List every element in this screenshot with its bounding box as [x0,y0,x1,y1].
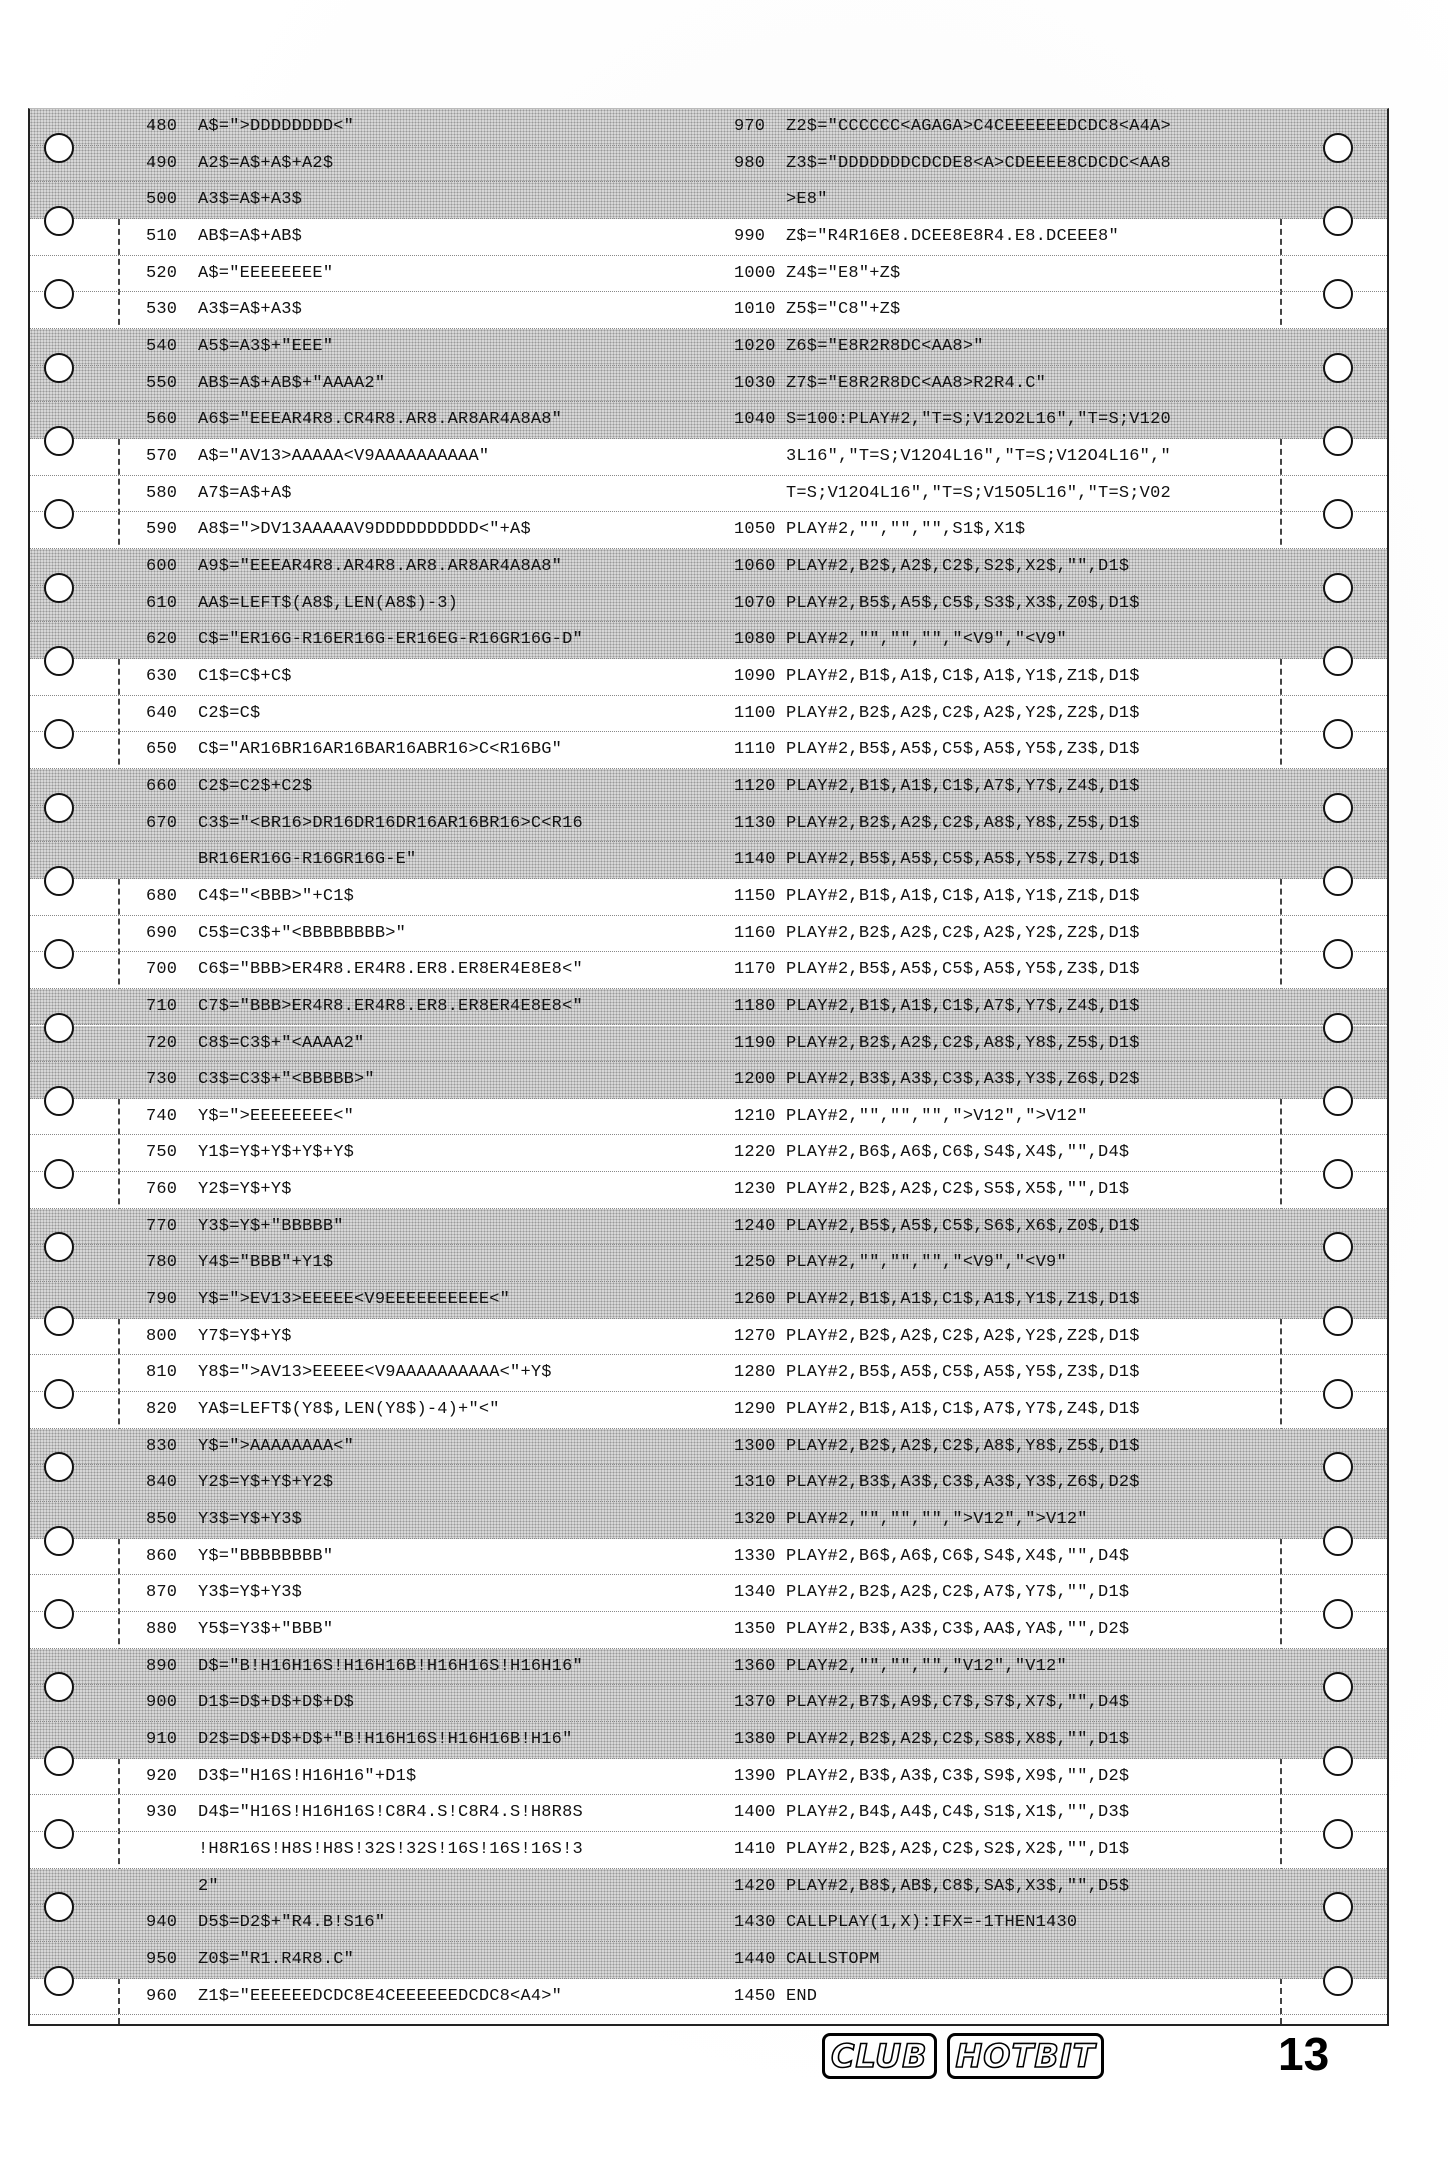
code-line: 1170 PLAY#2,B5$,A5$,C5$,A5$,Y5$,Z3$,D1$ [734,960,1140,980]
right-feed-hole [1323,1013,1353,1043]
left-feed-hole [44,793,74,823]
code-line: 2" [146,1876,219,1896]
left-feed-hole [44,206,74,236]
left-feed-hole [44,1819,74,1849]
code-line: 1270 PLAY#2,B2$,A2$,C2$,A2$,Y2$,Z2$,D1$ [734,1326,1140,1346]
right-feed-hole [1323,1306,1353,1336]
code-line: 680 C4$="<BBB>"+C1$ [146,886,355,906]
left-feed-hole [44,1599,74,1629]
code-line: 850 Y3$=Y$+Y3$ [146,1510,303,1530]
page-number: 13 [1278,2028,1330,2080]
right-feed-hole [1323,1526,1353,1556]
code-line: 710 C7$="BBB>ER4R8.ER4R8.ER8.ER8ER4E8E8<" [146,996,583,1016]
code-line: >E8" [734,190,828,210]
code-line: 1120 PLAY#2,B1$,A1$,C1$,A7$,Y7$,Z4$,D1$ [734,776,1140,796]
code-line: 1310 PLAY#2,B3$,A3$,C3$,A3$,Y3$,Z6$,D2$ [734,1473,1140,1493]
code-line: 1110 PLAY#2,B5$,A5$,C5$,A5$,Y5$,Z3$,D1$ [734,740,1140,760]
code-line: 1410 PLAY#2,B2$,A2$,C2$,S2$,X2$,"",D1$ [734,1840,1130,1860]
left-feed-hole [44,573,74,603]
code-line: 1180 PLAY#2,B1$,A1$,C1$,A7$,Y7$,Z4$,D1$ [734,996,1140,1016]
right-feed-hole [1323,1746,1353,1776]
code-line: 840 Y2$=Y$+Y$+Y2$ [146,1473,334,1493]
left-feed-hole [44,426,74,456]
code-line: 920 D3$="H16S!H16H16"+D1$ [146,1766,417,1786]
code-line: 1260 PLAY#2,B1$,A1$,C1$,A1$,Y1$,Z1$,D1$ [734,1290,1140,1310]
left-feed-hole [44,353,74,383]
code-line: 510 AB$=A$+AB$ [146,226,303,246]
code-line: 490 A2$=A$+A$+A2$ [146,153,334,173]
code-line: 1060 PLAY#2,B2$,A2$,C2$,S2$,X2$,"",D1$ [734,556,1130,576]
logo-hotbit-text: HOTBIT [947,2033,1105,2079]
left-feed-hole [44,939,74,969]
code-line: 480 A$=">DDDDDDDD<" [146,117,355,136]
code-line: 1420 PLAY#2,B8$,AB$,C8$,SA$,X3$,"",D5$ [734,1876,1130,1896]
code-line: 800 Y7$=Y$+Y$ [146,1326,292,1346]
right-feed-hole [1323,353,1353,383]
code-line: 570 A$="AV13>AAAAA<V9AAAAAAAAAA" [146,446,490,466]
left-feed-hole [44,133,74,163]
code-line: 730 C3$=C3$+"<BBBBB>" [146,1070,375,1090]
code-line: 900 D1$=D$+D$+D$+D$ [146,1693,355,1713]
code-line: 1350 PLAY#2,B3$,A3$,C3$,AA$,YA$,"",D2$ [734,1620,1130,1640]
code-line: 810 Y8$=">AV13>EEEEE<V9AAAAAAAAAA<"+Y$ [146,1363,552,1383]
left-feed-hole [44,866,74,896]
code-line: 1020 Z6$="E8R2R8DC<AA8>" [734,336,984,356]
code-line: 700 C6$="BBB>ER4R8.ER4R8.ER8.ER8ER4E8E8<" [146,960,583,980]
code-line: 550 AB$=A$+AB$+"AAAA2" [146,373,386,393]
code-line: 1370 PLAY#2,B7$,A9$,C7$,S7$,X7$,"",D4$ [734,1693,1130,1713]
code-line: 600 A9$="EEEAR4R8.AR4R8.AR8.AR8AR4A8A8" [146,556,563,576]
club-hotbit-logo [822,2030,1104,2082]
code-line: 3L16","T=S;V12O4L16","T=S;V12O4L16"," [734,446,1171,466]
right-feed-hole [1323,939,1353,969]
code-line: 1190 PLAY#2,B2$,A2$,C2$,A8$,Y8$,Z5$,D1$ [734,1033,1140,1053]
code-line: 1330 PLAY#2,B6$,A6$,C6$,S4$,X4$,"",D4$ [734,1546,1130,1566]
code-line: 1340 PLAY#2,B2$,A2$,C2$,A7$,Y7$,"",D1$ [734,1583,1130,1603]
code-line: 870 Y3$=Y$+Y3$ [146,1583,303,1603]
code-line: 1280 PLAY#2,B5$,A5$,C5$,A5$,Y5$,Z3$,D1$ [734,1363,1140,1383]
code-line: BR16ER16G-R16GR16G-E" [146,850,417,870]
code-line: 1440 CALLSTOPM [734,1950,880,1969]
code-line: 1240 PLAY#2,B5$,A5$,C5$,S6$,X6$,Z0$,D1$ [734,1216,1140,1236]
code-line: 660 C2$=C2$+C2$ [146,776,313,796]
code-line: 1200 PLAY#2,B3$,A3$,C3$,A3$,Y3$,Z6$,D2$ [734,1070,1140,1090]
left-feed-hole [44,1086,74,1116]
code-line: 610 AA$=LEFT$(A8$,LEN(A8$)-3) [146,593,459,613]
code-line: 1160 PLAY#2,B2$,A2$,C2$,A2$,Y2$,Z2$,D1$ [734,923,1140,943]
code-line: 1430 CALLPLAY(1,X):IFX=-1THEN1430 [734,1913,1078,1933]
code-line: 750 Y1$=Y$+Y$+Y$+Y$ [146,1143,355,1163]
code-line: 930 D4$="H16S!H16H16S!C8R4.S!C8R4.S!H8R8S [146,1803,583,1823]
code-line: 1080 PLAY#2,"","","","<V9","<V9" [734,630,1067,650]
code-line: 760 Y2$=Y$+Y$ [146,1180,292,1200]
code-line: 540 A5$=A3$+"EEE" [146,336,334,356]
code-line: 1100 PLAY#2,B2$,A2$,C2$,A2$,Y2$,Z2$,D1$ [734,703,1140,723]
code-line: 1290 PLAY#2,B1$,A1$,C1$,A7$,Y7$,Z4$,D1$ [734,1400,1140,1420]
code-line: !H8R16S!H8S!H8S!32S!32S!16S!16S!16S!3 [146,1840,583,1860]
right-feed-hole [1323,1379,1353,1409]
code-line: 1380 PLAY#2,B2$,A2$,C2$,S8$,X8$,"",D1$ [734,1730,1130,1750]
code-line: 790 Y$=">EV13>EEEEE<V9EEEEEEEEEE<" [146,1290,511,1310]
right-feed-hole [1323,1086,1353,1116]
code-line: 940 D5$=D2$+"R4.B!S16" [146,1913,386,1933]
code-line: 590 A8$=">DV13AAAAAV9DDDDDDDDDD<"+A$ [146,520,531,540]
code-line: 620 C$="ER16G-R16ER16G-ER16EG-R16GR16G-D" [146,630,583,650]
code-line: 960 Z1$="EEEEEEDCDC8E4CEEEEEEDCDC8<A4>" [146,1986,563,2006]
right-feed-hole [1323,1819,1353,1849]
code-line: 1230 PLAY#2,B2$,A2$,C2$,S5$,X5$,"",D1$ [734,1180,1130,1200]
code-line: 1030 Z7$="E8R2R8DC<AA8>R2R4.C" [734,373,1047,393]
right-feed-hole [1323,426,1353,456]
right-feed-hole [1323,1159,1353,1189]
code-line: 500 A3$=A$+A3$ [146,190,303,210]
code-line: 820 YA$=LEFT$(Y8$,LEN(Y8$)-4)+"<" [146,1400,500,1420]
code-line: 1250 PLAY#2,"","","","<V9","<V9" [734,1253,1067,1273]
right-feed-hole [1323,133,1353,163]
code-line: 1390 PLAY#2,B3$,A3$,C3$,S9$,X9$,"",D2$ [734,1766,1130,1786]
left-feed-hole [44,1379,74,1409]
code-line: 780 Y4$="BBB"+Y1$ [146,1253,334,1273]
code-line: 950 Z0$="R1.R4R8.C" [146,1950,355,1969]
code-line: 520 A$="EEEEEEEE" [146,263,334,283]
code-line: 1210 PLAY#2,"","","",">V12",">V12" [734,1106,1088,1126]
left-feed-hole [44,1966,74,1996]
code-line: 1050 PLAY#2,"","","",S1$,X1$ [734,520,1026,540]
right-feed-hole [1323,1966,1353,1996]
code-line: 1400 PLAY#2,B4$,A4$,C4$,S1$,X1$,"",D3$ [734,1803,1130,1823]
code-line: 1450 END [734,1986,818,2006]
code-line: 860 Y$="BBBBBBBB" [146,1546,334,1566]
code-line: 1320 PLAY#2,"","","",">V12",">V12" [734,1510,1088,1530]
right-feed-hole [1323,573,1353,603]
code-line: 1040 S=100:PLAY#2,"T=S;V12O2L16","T=S;V120 [734,410,1171,430]
code-line: 560 A6$="EEEAR4R8.CR4R8.AR8.AR8AR4A8A8" [146,410,563,430]
code-line: 1300 PLAY#2,B2$,A2$,C2$,A8$,Y8$,Z5$,D1$ [734,1436,1140,1456]
code-line: 1140 PLAY#2,B5$,A5$,C5$,A5$,Y5$,Z7$,D1$ [734,850,1140,870]
left-feed-hole [44,1746,74,1776]
code-line: 880 Y5$=Y3$+"BBB" [146,1620,334,1640]
logo-club-text: CLUB [822,2033,937,2079]
right-feed-hole [1323,206,1353,236]
code-line: 1090 PLAY#2,B1$,A1$,C1$,A1$,Y1$,Z1$,D1$ [734,666,1140,686]
left-feed-hole [44,1159,74,1189]
code-line: 1010 Z5$="C8"+Z$ [734,300,901,320]
left-feed-hole [44,1306,74,1336]
code-line: 580 A7$=A$+A$ [146,483,292,503]
code-line: 640 C2$=C$ [146,703,261,723]
code-line: 1360 PLAY#2,"","","","V12","V12" [734,1656,1067,1676]
code-line: 720 C8$=C3$+"<AAAA2" [146,1033,365,1053]
right-feed-hole [1323,1599,1353,1629]
right-feed-hole [1323,646,1353,676]
code-line: 990 Z$="R4R16E8.DCEE8E8R4.E8.DCEEE8" [734,226,1119,246]
printout-sheet [28,108,1389,2026]
right-feed-hole [1323,866,1353,896]
left-feed-hole [44,646,74,676]
code-line: 830 Y$=">AAAAAAAA<" [146,1436,355,1456]
code-line: 1130 PLAY#2,B2$,A2$,C2$,A8$,Y8$,Z5$,D1$ [734,813,1140,833]
code-line: 690 C5$=C3$+"<BBBBBBBB>" [146,923,407,943]
code-line: 670 C3$="<BR16>DR16DR16DR16AR16BR16>C<R16 [146,813,583,833]
code-line: 1220 PLAY#2,B6$,A6$,C6$,S4$,X4$,"",D4$ [734,1143,1130,1163]
code-line: 970 Z2$="CCCCCC<AGAGA>C4CEEEEEEDCDC8<A4A> [734,117,1171,136]
code-line: 770 Y3$=Y$+"BBBBB" [146,1216,344,1236]
code-line: 1070 PLAY#2,B5$,A5$,C5$,S3$,X3$,Z0$,D1$ [734,593,1140,613]
code-line: 1000 Z4$="E8"+Z$ [734,263,901,283]
code-line: 630 C1$=C$+C$ [146,666,292,686]
code-line: 530 A3$=A$+A3$ [146,300,303,320]
code-line: 650 C$="AR16BR16AR16BAR16ABR16>C<R16BG" [146,740,563,760]
left-feed-hole [44,1013,74,1043]
paper-band-row [30,1869,1387,1906]
code-line: 910 D2$=D$+D$+D$+"B!H16H16S!H16H16B!H16" [146,1730,573,1750]
code-line: 890 D$="B!H16H16S!H16H16B!H16H16S!H16H16" [146,1656,583,1676]
left-feed-hole [44,1526,74,1556]
code-line: 740 Y$=">EEEEEEEE<" [146,1106,355,1126]
code-line: 980 Z3$="DDDDDDDCDCDE8<A>CDEEEE8CDCDC<AA8 [734,153,1171,173]
right-feed-hole [1323,793,1353,823]
code-line: 1150 PLAY#2,B1$,A1$,C1$,A1$,Y1$,Z1$,D1$ [734,886,1140,906]
code-line: T=S;V12O4L16","T=S;V15O5L16","T=S;V02 [734,483,1171,503]
